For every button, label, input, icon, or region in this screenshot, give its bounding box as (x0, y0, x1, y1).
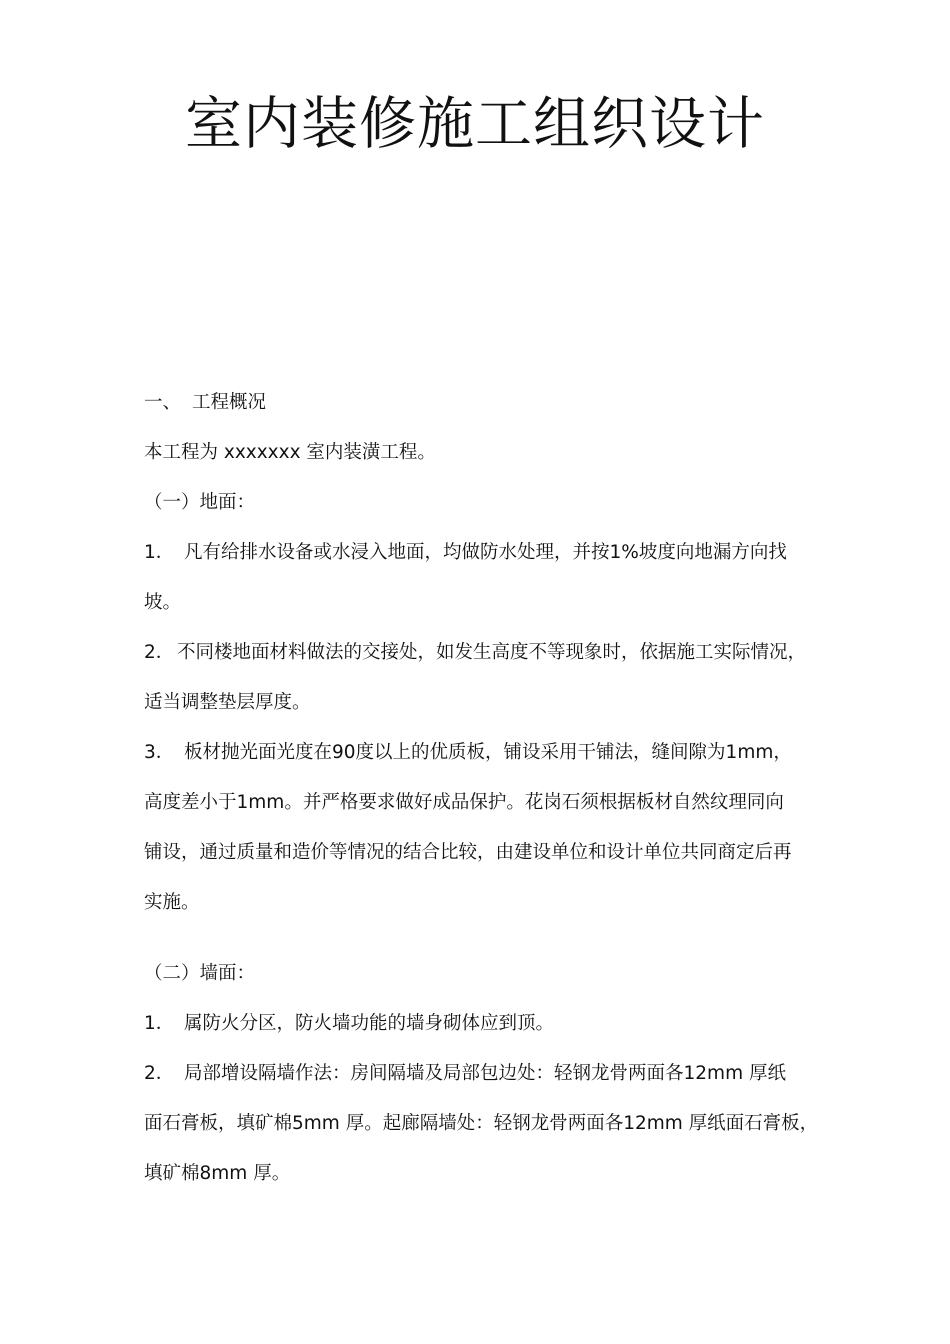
floor-item-1-text: 凡有给排水设备或水浸入地面，均做防水处理，并按1%坡度向地漏方向找 (184, 542, 787, 563)
floor-item-1-line-2: 坡。 (144, 592, 182, 613)
section-heading-project-overview (144, 390, 266, 415)
floor-item-2-number: 2． (144, 642, 175, 663)
floor-item-3-number: 3． (144, 742, 175, 763)
wall-heading: （二）墙面： (144, 963, 256, 984)
wall-item-2-line-1 (144, 1061, 786, 1086)
wall-item-1-number: 1． (144, 1013, 175, 1034)
section-heading-text: 工程概况 (192, 392, 267, 413)
wall-item-2-number: 2． (144, 1063, 175, 1084)
wall-item-2-line-3: 填矿棉8mm 厚。 (144, 1163, 291, 1184)
floor-item-3-line-2: 高度差小于1mm。并严格要求做好成品保护。花岗石须根据板材自然纹理同向 (144, 792, 784, 813)
floor-item-2-line-1 (144, 640, 806, 665)
floor-item-3-line-3: 铺设，通过质量和造价等情况的结合比较，由建设单位和设计单位共同商定后再 (144, 842, 792, 863)
section-heading-number: 一、 (144, 392, 182, 413)
floor-item-2-text: 不同楼地面材料做法的交接处，如发生高度不等现象时，依据施工实际情况， (177, 642, 807, 663)
page-title: 室内装修施工组织设计 (185, 91, 765, 157)
intro-paragraph: 本工程为 xxxxxxx 室内装潢工程。 (144, 442, 436, 463)
floor-item-3-text: 板材抛光面光度在90度以上的优质板，铺设采用干铺法，缝间隙为1mm， (184, 742, 792, 763)
floor-heading: （一）地面： (144, 492, 256, 513)
floor-item-2-line-2: 适当调整垫层厚度。 (144, 692, 311, 713)
wall-item-1-text: 属防火分区，防火墙功能的墙身砌体应到顶。 (184, 1013, 555, 1034)
floor-item-1-number: 1． (144, 542, 175, 563)
floor-item-3-line-1 (144, 740, 792, 765)
wall-item-2-text: 局部增设隔墙作法：房间隔墙及局部包边处：轻钢龙骨两面各12mm 厚纸 (184, 1063, 786, 1084)
wall-item-2-line-2: 面石膏板，填矿棉5mm 厚。起廊隔墙处：轻钢龙骨两面各12mm 厚纸面石膏板， (144, 1113, 819, 1134)
floor-item-1-line-1 (144, 540, 787, 565)
floor-item-3-line-4: 实施。 (144, 892, 200, 913)
wall-item-1-line-1 (144, 1011, 554, 1036)
